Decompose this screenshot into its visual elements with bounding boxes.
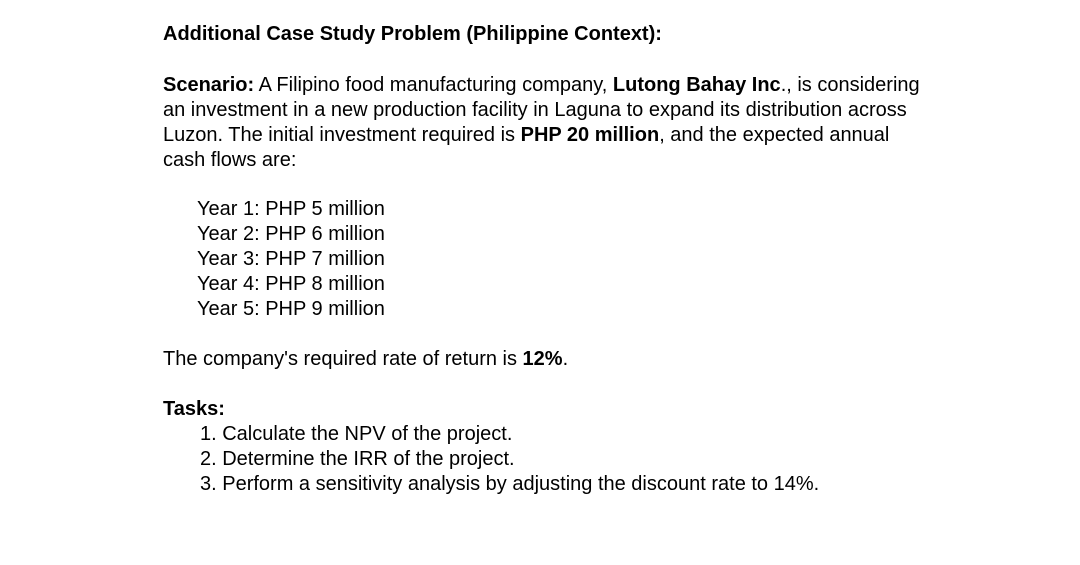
cash-flow-list — [197, 197, 923, 322]
initial-investment: PHP 20 million — [520, 124, 660, 146]
cash-flow-item: Year 1: PHP 5 million — [197, 198, 385, 220]
tasks-list — [200, 422, 923, 497]
scenario-label: Scenario: — [163, 74, 255, 96]
company-name: Lutong Bahay Inc — [612, 74, 781, 96]
required-rate-paragraph — [163, 347, 923, 372]
scenario-text-3: , and the expected annual cash flows are: — [163, 124, 890, 171]
rate-value: 12% — [522, 348, 563, 370]
scenario-text-2: ., is considering an investment in a new production facility in Laguna to expand its distribution across Luzon. The initial investment required is — [163, 74, 920, 146]
task-item: 2. Determine the IRR of the project. — [200, 448, 515, 470]
cash-flow-item: Year 4: PHP 8 million — [197, 273, 385, 295]
rate-suffix: . — [562, 348, 569, 370]
scenario-paragraph — [163, 73, 923, 173]
task-item: 3. Perform a sensitivity analysis by adjusting the discount rate to 14%. — [200, 473, 820, 495]
cash-flow-item: Year 3: PHP 7 million — [197, 248, 385, 270]
cash-flow-item: Year 2: PHP 6 million — [197, 223, 385, 245]
scenario-text-1: A Filipino food manufacturing company, — [254, 74, 613, 96]
task-item: 1. Calculate the NPV of the project. — [200, 423, 513, 445]
document — [163, 22, 923, 497]
rate-text: The company's required rate of return is — [163, 348, 523, 370]
document-heading: Additional Case Study Problem (Philippine Context): — [163, 23, 662, 45]
tasks-title: Tasks: — [163, 398, 225, 420]
cash-flow-item: Year 5: PHP 9 million — [197, 298, 385, 320]
